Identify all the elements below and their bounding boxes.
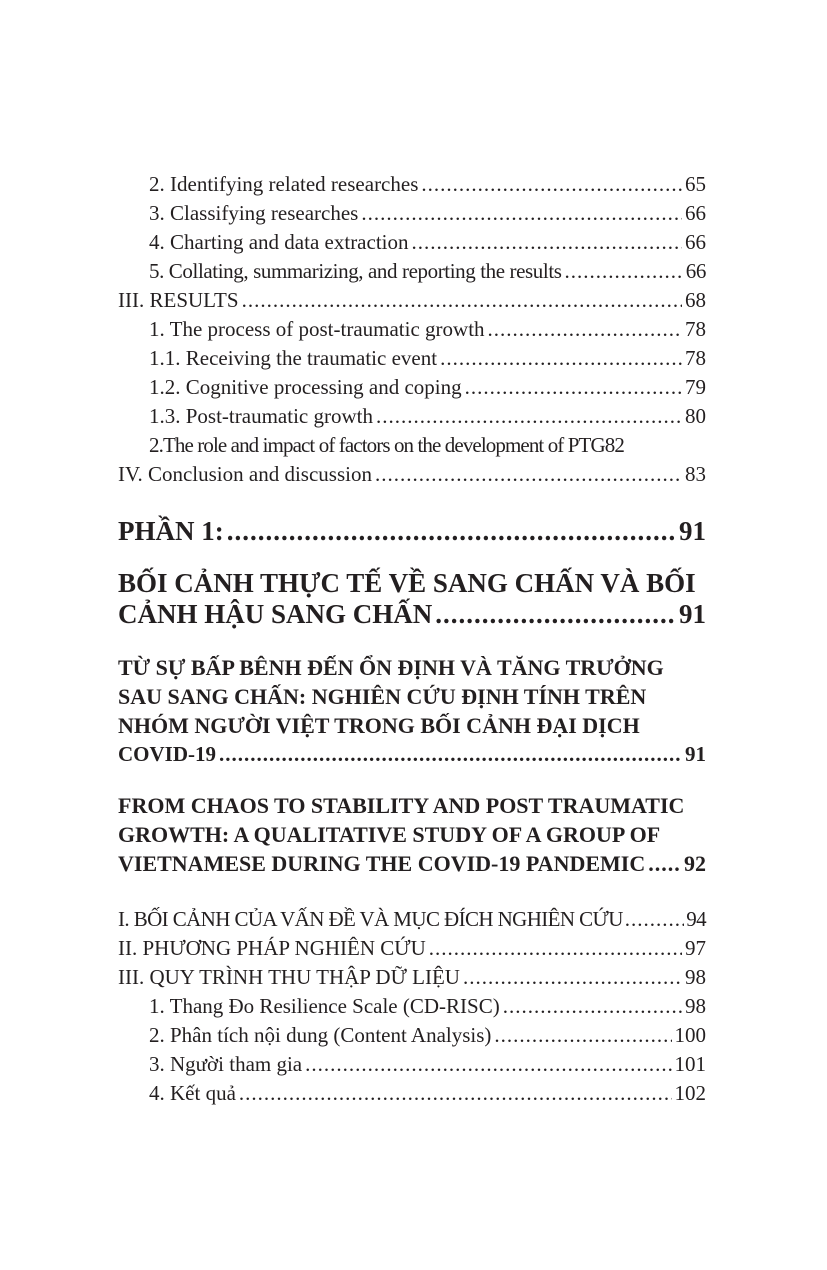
part-heading[interactable] — [118, 516, 706, 547]
toc-entry-title: II. PHƯƠNG PHÁP NGHIÊN CỨU — [118, 936, 426, 960]
toc-entry-title: 1.1. Receiving the traumatic event — [149, 346, 438, 370]
toc-entry-title: 2.The role and impact of factors on the development of PTG — [149, 433, 605, 457]
context-heading-line: BỐI CẢNH THỰC TẾ VỀ SANG CHẤN VÀ BỐI — [118, 568, 696, 598]
toc-entry[interactable] — [118, 1079, 706, 1108]
toc-leader — [463, 963, 682, 992]
toc-entry-title: 4. Kết quả — [149, 1081, 236, 1105]
context-heading-last-line — [118, 599, 706, 630]
toc-entry-page: 78 — [685, 317, 706, 341]
en-title-line: GROWTH: A QUALITATIVE STUDY OF A GROUP OF — [118, 822, 661, 847]
toc-entry-page: 65 — [685, 172, 706, 196]
en-title-line: FROM CHAOS TO STABILITY AND POST TRAUMATIC — [118, 793, 685, 818]
toc-entry-page: 98 — [685, 994, 706, 1018]
toc-leader — [465, 373, 682, 402]
toc-entry-page: 102 — [674, 1081, 706, 1105]
toc-entry[interactable] — [118, 963, 706, 992]
en-title-last-line — [118, 849, 706, 878]
toc-entry-page: 83 — [685, 462, 706, 486]
toc-entry[interactable] — [118, 199, 706, 228]
toc-entry-title: III. QUY TRÌNH THU THẬP DỮ LIỆU — [118, 965, 460, 989]
toc-leader — [494, 1021, 671, 1050]
toc-leader — [376, 402, 682, 431]
toc-entry-page: 66 — [685, 201, 706, 225]
toc-entry[interactable] — [118, 934, 706, 963]
context-heading-line: CẢNH HẬU SANG CHẤN — [118, 599, 433, 629]
toc-entry-title: 1.3. Post-traumatic growth — [149, 404, 373, 428]
toc-leader — [421, 170, 682, 199]
toc-entry[interactable] — [118, 373, 706, 402]
vi-title-line: NHÓM NGƯỜI VIỆT TRONG BỐI CẢNH ĐẠI DỊCH — [118, 713, 640, 738]
toc-entry-page: 98 — [685, 965, 706, 989]
toc-entry-page: 100 — [674, 1023, 706, 1047]
toc-entry-page: 80 — [685, 404, 706, 428]
toc-entry-page: 78 — [685, 346, 706, 370]
toc-entry-page: 82 — [604, 433, 624, 457]
toc-entry[interactable] — [118, 228, 706, 257]
context-heading-page: 91 — [679, 599, 706, 629]
toc-entry[interactable] — [118, 992, 706, 1021]
toc-leader — [565, 257, 683, 286]
table-of-contents — [118, 170, 706, 1108]
toc-entry-title: 1. Thang Đo Resilience Scale (CD-RISC) — [149, 994, 500, 1018]
toc-entry[interactable] — [118, 905, 706, 934]
vi-title-line: SAU SANG CHẤN: NGHIÊN CỨU ĐỊNH TÍNH TRÊN — [118, 684, 647, 709]
toc-entry[interactable] — [118, 402, 706, 431]
en-title-page: 92 — [684, 851, 706, 876]
toc-entry-title: III. RESULTS — [118, 288, 239, 312]
en-study-title[interactable] — [118, 791, 706, 878]
toc-leader — [219, 740, 682, 769]
toc-entry[interactable] — [118, 460, 706, 489]
toc-entry-page: 68 — [685, 288, 706, 312]
toc-leader — [361, 199, 682, 228]
toc-entry[interactable] — [118, 170, 706, 199]
toc-entry-title: 4. Charting and data extraction — [149, 230, 409, 254]
vi-title-line: COVID-19 — [118, 742, 216, 766]
toc-entry[interactable] — [118, 344, 706, 373]
toc-entry-title: 5. Collating, summarizing, and reporting the results — [149, 259, 562, 283]
part-heading-title: PHẦN 1: — [118, 516, 224, 546]
toc-entry[interactable] — [118, 1050, 706, 1079]
toc-leader — [242, 286, 682, 315]
toc-entry-page: 97 — [685, 936, 706, 960]
toc-entry-page: 79 — [685, 375, 706, 399]
toc-entry-page: 101 — [674, 1052, 706, 1076]
toc-entry-title: IV. Conclusion and discussion — [118, 462, 372, 486]
part-heading-page: 91 — [679, 516, 706, 546]
toc-leader — [239, 1079, 672, 1108]
vi-title-last-line — [118, 740, 706, 769]
en-title-line: VIETNAMESE DURING THE COVID-19 PANDEMIC — [118, 851, 646, 876]
toc-entry[interactable] — [118, 286, 706, 315]
toc-entry-title: 3. Classifying researches — [149, 201, 359, 225]
toc-entry-title: I. BỐI CẢNH CỦA VẤN ĐỀ VÀ MỤC ĐÍCH NGHIÊN CỨU — [118, 907, 623, 931]
vi-title-line: TỪ SỰ BẤP BÊNH ĐẾN ỔN ĐỊNH VÀ TĂNG TRƯỞNG — [118, 655, 664, 680]
vi-title-page: 91 — [685, 742, 706, 766]
toc-entry-page: 66 — [685, 259, 706, 283]
toc-leader — [503, 992, 682, 1021]
toc-leader — [625, 905, 684, 934]
toc-entry[interactable] — [118, 257, 706, 286]
toc-leader — [435, 599, 676, 630]
toc-entry[interactable] — [118, 1021, 706, 1050]
toc-leader — [375, 460, 682, 489]
toc-entry-title: 1.2. Cognitive processing and coping — [149, 375, 462, 399]
toc-leader — [412, 228, 683, 257]
toc-leader — [440, 344, 682, 373]
toc-entry-page: 94 — [686, 907, 706, 931]
vi-study-title[interactable] — [118, 653, 706, 769]
toc-entry-title: 3. Người tham gia — [149, 1052, 303, 1076]
toc-leader — [648, 849, 681, 878]
toc-entry-title: 2. Phân tích nội dung (Content Analysis) — [149, 1023, 492, 1047]
toc-entry-title: 2. Identifying related researches — [149, 172, 419, 196]
toc-leader — [305, 1050, 671, 1079]
toc-entry-page: 66 — [685, 230, 706, 254]
toc-entry[interactable] — [118, 315, 706, 344]
toc-entry[interactable] — [118, 431, 706, 460]
toc-leader — [488, 315, 682, 344]
context-heading[interactable] — [118, 568, 706, 630]
toc-leader — [227, 516, 676, 547]
toc-leader — [429, 934, 682, 963]
toc-entry-title: 1. The process of post-traumatic growth — [149, 317, 485, 341]
